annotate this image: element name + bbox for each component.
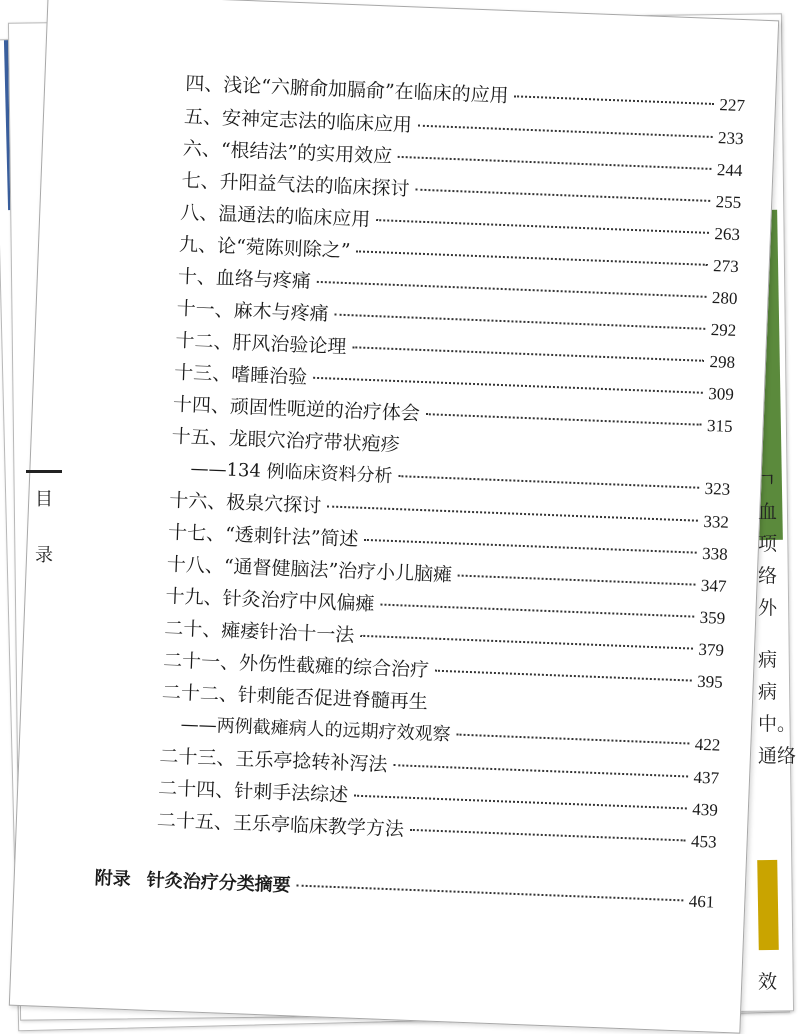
dot-leader <box>398 156 711 170</box>
peek-char: 中。 <box>758 713 797 735</box>
peek-char: 血 <box>758 501 778 523</box>
peek-char: 效 <box>758 971 778 993</box>
toc-entry[interactable]: 四、浅论“六腑俞加膈俞”在临床的应用 227 <box>184 72 746 116</box>
next-page-peek-lower <box>758 648 798 768</box>
toc-page <box>9 0 779 1034</box>
toc-entry[interactable]: 二十、瘫痿针治十一法 379 <box>163 617 725 660</box>
next-page-peek-upper <box>758 468 798 620</box>
dot-leader <box>393 764 687 777</box>
peek-char: 通络 <box>758 745 797 767</box>
toc-entry[interactable]: 二十一、外伤性截瘫的综合治疗 395 <box>162 649 724 692</box>
toc-subentry[interactable]: ——134 例临床资料分析 323 <box>190 458 731 499</box>
toc-entry[interactable]: 二十二、针刺能否促进脊髓再生 <box>161 681 429 714</box>
peek-char: 病 <box>758 649 778 671</box>
dot-leader <box>352 346 703 361</box>
side-char: 目 <box>35 489 53 510</box>
toc-entry[interactable]: 八、温通法的临床应用 263 <box>179 201 741 245</box>
toc-entry[interactable]: 十、血络与疼痛 280 <box>177 265 738 309</box>
dot-leader <box>360 635 692 650</box>
toc-entry[interactable]: 十二、肝风治验论理 298 <box>175 329 736 372</box>
peek-char: 络 <box>758 565 778 587</box>
dot-leader <box>354 795 686 810</box>
toc-entry[interactable]: 十六、极泉穴探讨 332 <box>168 489 730 532</box>
dot-leader <box>418 125 712 138</box>
dot-leader <box>356 250 707 265</box>
dot-leader <box>317 281 706 298</box>
toc-entry[interactable]: 十四、顽固性呃逆的治疗体会 315 <box>172 393 733 436</box>
dot-leader <box>398 475 698 489</box>
dot-leader <box>458 575 695 586</box>
dot-leader <box>457 734 689 745</box>
appendix-label: 附录 <box>94 867 132 891</box>
peek-char: 外 <box>758 597 778 619</box>
toc-entry[interactable]: 十一、麻木与疼痛 292 <box>176 297 737 340</box>
toc-entry[interactable]: 九、论“菀陈则除之” 273 <box>178 233 740 277</box>
dot-leader <box>364 539 696 554</box>
peek-char: ㄱ <box>758 469 777 491</box>
dot-leader <box>415 189 709 202</box>
contents-side-label <box>20 470 80 597</box>
dot-leader <box>297 885 683 902</box>
next-page-peek-bottom <box>758 970 798 994</box>
yellow-page-edge <box>757 860 779 950</box>
dot-leader <box>410 829 685 842</box>
toc-entry[interactable]: 七、升阳益气法的临床探讨 255 <box>181 169 742 213</box>
dot-leader <box>335 314 705 330</box>
peek-char: 病 <box>758 681 778 703</box>
toc-appendix-entry[interactable]: 附录 针灸治疗分类摘要 461 <box>94 867 715 912</box>
dot-leader <box>514 95 713 105</box>
toc-subentry[interactable]: ——两例截瘫病人的远期疗效观察 422 <box>180 713 721 755</box>
dot-leader <box>376 219 708 234</box>
toc-entry[interactable]: 二十三、王乐亭捻转补泻法 437 <box>159 745 720 788</box>
side-char: 录 <box>35 545 53 566</box>
toc-entry[interactable]: 六、“根结法”的实用效应 244 <box>182 137 743 181</box>
toc-entry[interactable]: 十八、“通督健脑法”治疗小儿脑瘫 347 <box>166 553 727 596</box>
side-rule <box>26 470 62 473</box>
toc-entry[interactable]: 十七、“透刺针法”简述 338 <box>167 521 729 564</box>
table-of-contents <box>10 0 778 1033</box>
dot-leader <box>313 377 702 394</box>
toc-entry[interactable]: 十五、龙眼穴治疗带状疱疹 <box>171 425 401 457</box>
toc-entry[interactable]: 五、安神定志法的临床应用 233 <box>183 105 744 149</box>
toc-entry[interactable]: 十三、嗜睡治验 309 <box>173 361 735 404</box>
dot-leader <box>426 413 701 426</box>
dot-leader <box>435 670 691 682</box>
dot-leader <box>380 604 693 618</box>
toc-entry[interactable]: 二十五、王乐亭临床教学方法 453 <box>156 809 717 852</box>
toc-entry[interactable]: 十九、针灸治疗中风偏瘫 359 <box>165 585 726 628</box>
dot-leader <box>327 505 697 521</box>
toc-entry[interactable]: 二十四、针刺手法综述 439 <box>157 777 719 820</box>
peek-char: 项 <box>758 533 778 555</box>
